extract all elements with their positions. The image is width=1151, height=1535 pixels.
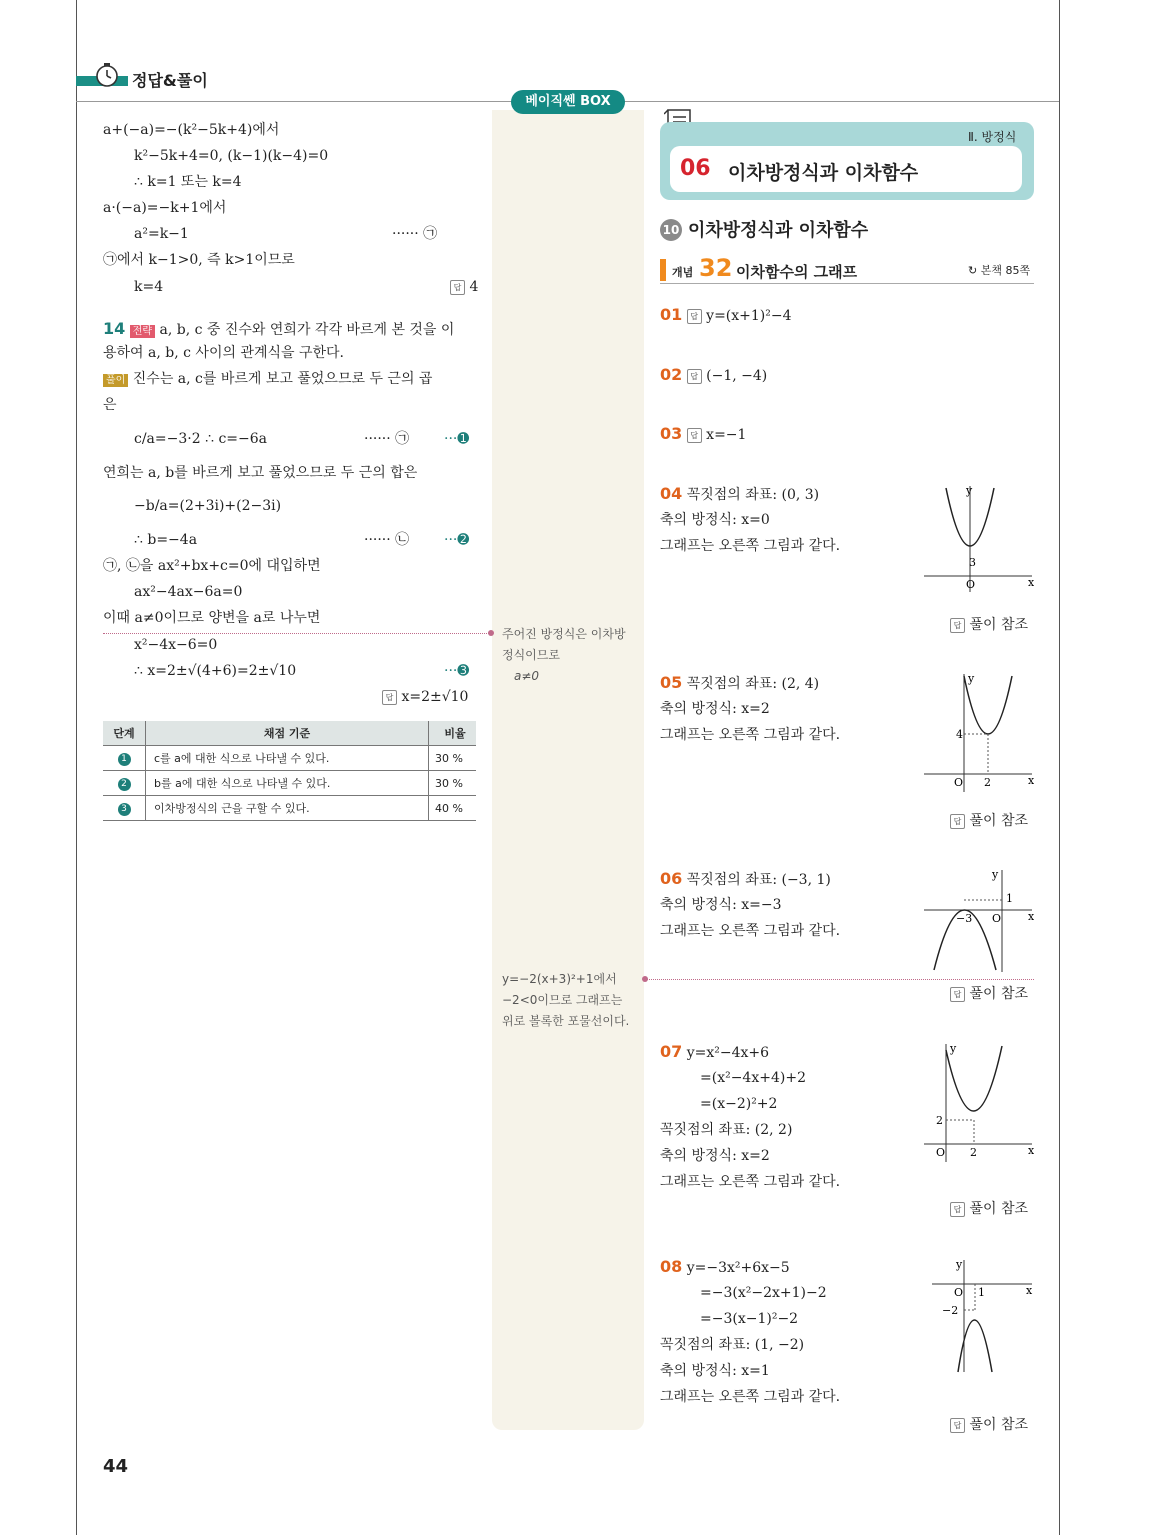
vertex-x-label: 2 <box>970 1146 977 1159</box>
eq-marker: ······ ㉡ <box>364 532 410 548</box>
y-axis-label: y <box>956 1258 963 1271</box>
solution-text: 축의 방정식: x=−3 <box>660 897 782 913</box>
answer-icon: 답 <box>687 428 702 443</box>
problem-number: 04 <box>660 484 683 503</box>
math-line: =−3(x−1)²−2 <box>700 1311 799 1327</box>
answer-line <box>382 688 468 706</box>
x-axis-label: x <box>1028 1144 1034 1157</box>
ratio-cell: 30 % <box>429 746 477 771</box>
table-header-row <box>103 721 476 746</box>
note-line: 주어진 방정식은 이차방 <box>502 627 626 641</box>
problem-07 <box>660 1043 769 1062</box>
page-border-right <box>1059 0 1060 1535</box>
table-header: 채점 기준 <box>146 721 429 746</box>
note-line: y=−2(x+3)²+1에서 <box>502 972 617 986</box>
x-axis-label: x <box>1028 910 1034 923</box>
strategy-text: 용하여 a, b, c 사이의 관계식을 구한다. <box>103 345 345 361</box>
solution-text: 그래프는 오른쪽 그림과 같다. <box>660 727 841 743</box>
solution-tag: 풀이 <box>103 374 128 387</box>
problem-05 <box>660 674 819 693</box>
math-line: a²=k−1 <box>134 226 189 242</box>
solution-text: y=x²−4x+6 <box>686 1045 770 1061</box>
solution-text: y=−3x²+6x−5 <box>686 1260 790 1276</box>
solution-text: 꼭짓점의 좌표: (2, 2) <box>660 1122 793 1138</box>
problem-number: 05 <box>660 673 683 692</box>
step-badge: 2 <box>118 778 131 791</box>
answer-line <box>450 278 478 296</box>
eq-marker: ······ ㉠ <box>364 431 410 447</box>
section-number: 10 <box>660 219 682 241</box>
see-solution <box>950 616 1028 634</box>
book-reference-text: 본책 85쪽 <box>980 264 1031 277</box>
solution-text: 꼭짓점의 좌표: (1, −2) <box>660 1337 805 1353</box>
math-line: =(x²−4x+4)+2 <box>700 1070 806 1086</box>
answer-icon: 답 <box>950 987 965 1002</box>
answer-value: x=2±√10 <box>401 689 469 705</box>
vertex-label: 3 <box>969 556 976 569</box>
see-solution-text: 풀이 참조 <box>969 617 1028 633</box>
problem-06 <box>660 870 831 889</box>
concept-accent <box>660 259 666 281</box>
vertex-x-label: 1 <box>978 1286 985 1299</box>
table-row <box>103 771 476 796</box>
side-note-2 <box>502 969 629 1032</box>
problem-01 <box>660 306 792 325</box>
math-line: =−3(x²−2x+1)−2 <box>700 1285 827 1301</box>
answer-icon: 답 <box>687 309 702 324</box>
section-title: 이차방정식과 이차함수 <box>688 220 869 241</box>
strategy-text: a, b, c 중 진수와 연희가 각각 바르게 본 것을 이 <box>159 322 455 338</box>
answer-value: 4 <box>469 279 479 295</box>
problem-08 <box>660 1258 790 1277</box>
see-solution-text: 풀이 참조 <box>969 813 1028 829</box>
math-line: a·(−a)=−k+1에서 <box>103 200 227 216</box>
vertex-y-label: −2 <box>942 1304 959 1317</box>
chapter-number: 06 <box>680 156 711 181</box>
eq-marker: ······ ㉠ <box>392 226 438 242</box>
graph-07 <box>922 1042 1034 1164</box>
x-axis-label: x <box>1028 774 1034 787</box>
answer-icon: 답 <box>687 369 702 384</box>
answer-value: y=(x+1)²−4 <box>706 308 792 324</box>
answer-icon: 답 <box>950 1418 965 1433</box>
problem-04 <box>660 485 819 504</box>
solution-text: 꼭짓점의 좌표: (−3, 1) <box>686 872 831 888</box>
step-cell <box>103 746 146 771</box>
solution-text: 그래프는 오른쪽 그림과 같다. <box>660 1174 841 1190</box>
side-note-1 <box>502 624 626 687</box>
concept-number: 32 <box>699 254 733 282</box>
math-line: −b/a=(2+3i)+(2−3i) <box>134 498 282 514</box>
answer-icon: 답 <box>382 690 397 705</box>
solution-text: 축의 방정식: x=2 <box>660 701 770 717</box>
vertex-y-label: 1 <box>1006 892 1013 905</box>
table-row <box>103 796 476 821</box>
math-line: ∴ x=2±√(4+6)=2±√10 <box>134 663 297 679</box>
stopwatch-icon <box>94 62 120 88</box>
concept-rule <box>660 283 1034 284</box>
math-line: x²−4x−6=0 <box>134 637 218 653</box>
see-solution-text: 풀이 참조 <box>969 1417 1028 1433</box>
table-header: 단계 <box>103 721 146 746</box>
x-axis-label: x <box>1028 576 1034 589</box>
graph-04 <box>922 484 1034 596</box>
answer-icon: 답 <box>450 280 465 295</box>
see-solution <box>950 985 1028 1003</box>
step-badge: 3 <box>118 803 131 816</box>
answer-value: (−1, −4) <box>706 368 768 384</box>
see-solution-text: 풀이 참조 <box>969 1201 1028 1217</box>
math-line: =(x−2)²+2 <box>700 1096 778 1112</box>
step-marker: ···➌ <box>444 663 470 679</box>
criterion-cell: b를 a에 대한 식으로 나타낼 수 있다. <box>146 771 429 796</box>
scoring-table <box>103 721 476 821</box>
math-line: ∴ b=−4a <box>134 532 198 548</box>
origin-label: O <box>954 776 964 789</box>
answer-icon: 답 <box>950 618 965 633</box>
concept-label: 개념 <box>672 266 694 279</box>
refresh-icon: ↻ <box>968 264 978 277</box>
solution-text: 진수는 a, c를 바르게 보고 풀었으므로 두 근의 곱 <box>132 371 433 387</box>
step-marker: ···➋ <box>444 532 470 548</box>
math-line: ∴ k=1 또는 k=4 <box>134 174 242 190</box>
solution-text: 축의 방정식: x=2 <box>660 1148 770 1164</box>
solution-text: 그래프는 오른쪽 그림과 같다. <box>660 1389 841 1405</box>
note-line: 위로 볼록한 포물선이다. <box>502 1014 630 1028</box>
criterion-cell: c를 a에 대한 식으로 나타낼 수 있다. <box>146 746 429 771</box>
problem-number: 03 <box>660 424 683 443</box>
see-solution <box>950 1200 1028 1218</box>
note-dot <box>642 976 648 982</box>
vertex-y-label: 4 <box>956 728 963 741</box>
vertex-x-label: 2 <box>984 776 991 789</box>
problem-number: 06 <box>660 869 683 888</box>
math-line: ax²−4ax−6a=0 <box>134 584 243 600</box>
note-leader <box>103 633 489 634</box>
problem-number: 02 <box>660 365 683 384</box>
strategy-tag: 전략 <box>130 325 155 338</box>
graph-06 <box>922 866 1034 974</box>
answer-value: x=−1 <box>706 427 747 443</box>
solution-text: 그래프는 오른쪽 그림과 같다. <box>660 923 841 939</box>
ratio-cell: 40 % <box>429 796 477 821</box>
step-marker: ···➊ <box>444 431 470 447</box>
origin-label: O <box>936 1146 946 1159</box>
y-axis-label: y <box>968 672 975 685</box>
solution-text: 꼭짓점의 좌표: (0, 3) <box>686 487 820 503</box>
table-header: 비율 <box>429 721 477 746</box>
basic-box-column <box>492 110 644 1430</box>
y-axis-label: y <box>992 868 999 881</box>
concept-title: 이차함수의 그래프 <box>736 263 858 281</box>
step-cell <box>103 771 146 796</box>
graph-08 <box>922 1256 1034 1374</box>
origin-label: O <box>954 1286 964 1299</box>
note-line: a≠0 <box>514 669 540 683</box>
problem-number: 01 <box>660 305 683 324</box>
y-axis-label: y <box>950 1042 957 1055</box>
problem-02 <box>660 366 767 385</box>
math-line: k=4 <box>134 279 164 295</box>
solution-text: 은 <box>103 397 117 413</box>
note-line: −2<0이므로 그래프는 <box>502 993 623 1007</box>
see-solution-text: 풀이 참조 <box>969 986 1028 1002</box>
page-border-left <box>76 0 77 1535</box>
solution-text: 축의 방정식: x=1 <box>660 1363 770 1379</box>
note-line: 정식이므로 <box>502 648 560 662</box>
solution-text: 그래프는 오른쪽 그림과 같다. <box>660 538 841 554</box>
solution-text: 축의 방정식: x=0 <box>660 512 770 528</box>
see-solution <box>950 812 1028 830</box>
math-line: ㉠에서 k−1>0, 즉 k>1이므로 <box>103 252 295 268</box>
math-line: c/a=−3·2 ∴ c=−6a <box>134 431 267 447</box>
graph-05 <box>922 672 1034 794</box>
book-reference <box>968 262 1030 278</box>
solution-text: 연희는 a, b를 바르게 보고 풀었으므로 두 근의 합은 <box>103 465 418 481</box>
problem-number: 07 <box>660 1042 683 1061</box>
basic-box-tag: 베이직쎈 BOX <box>511 90 625 114</box>
answer-icon: 답 <box>950 1202 965 1217</box>
y-axis-label: y <box>966 484 973 497</box>
origin-label: O <box>992 912 1002 925</box>
solution-text: 꼭짓점의 좌표: (2, 4) <box>686 676 820 692</box>
step-badge: 1 <box>118 753 131 766</box>
math-line: a+(−a)=−(k²−5k+4)에서 <box>103 122 280 138</box>
step-cell <box>103 796 146 821</box>
table-row <box>103 746 476 771</box>
chapter-title: 이차방정식과 이차함수 <box>728 162 919 184</box>
answer-icon: 답 <box>950 814 965 829</box>
solution-text: 이때 a≠0이므로 양변을 a로 나누면 <box>103 610 321 626</box>
solution-text: ㉠, ㉡을 ax²+bx+c=0에 대입하면 <box>103 558 321 574</box>
page-number: 44 <box>103 1456 129 1477</box>
note-dot <box>488 630 494 636</box>
vertex-y-label: 2 <box>936 1114 943 1127</box>
problem-number: 08 <box>660 1257 683 1276</box>
see-solution <box>950 1416 1028 1434</box>
problem-number: 14 <box>103 319 126 338</box>
x-axis-label: x <box>1026 1284 1033 1297</box>
solution-line <box>103 370 432 390</box>
criterion-cell: 이차방정식의 근을 구할 수 있다. <box>146 796 429 821</box>
origin-label: O <box>966 578 976 591</box>
problem-03 <box>660 425 746 444</box>
math-line: k²−5k+4=0, (k−1)(k−4)=0 <box>134 148 329 164</box>
vertex-x-label: −3 <box>956 912 973 925</box>
note-leader <box>646 979 1034 980</box>
header-title: 정답&풀이 <box>132 71 208 90</box>
ratio-cell: 30 % <box>429 771 477 796</box>
problem-14-strategy <box>103 320 454 341</box>
chapter-part: Ⅱ. 방정식 <box>968 130 1017 144</box>
